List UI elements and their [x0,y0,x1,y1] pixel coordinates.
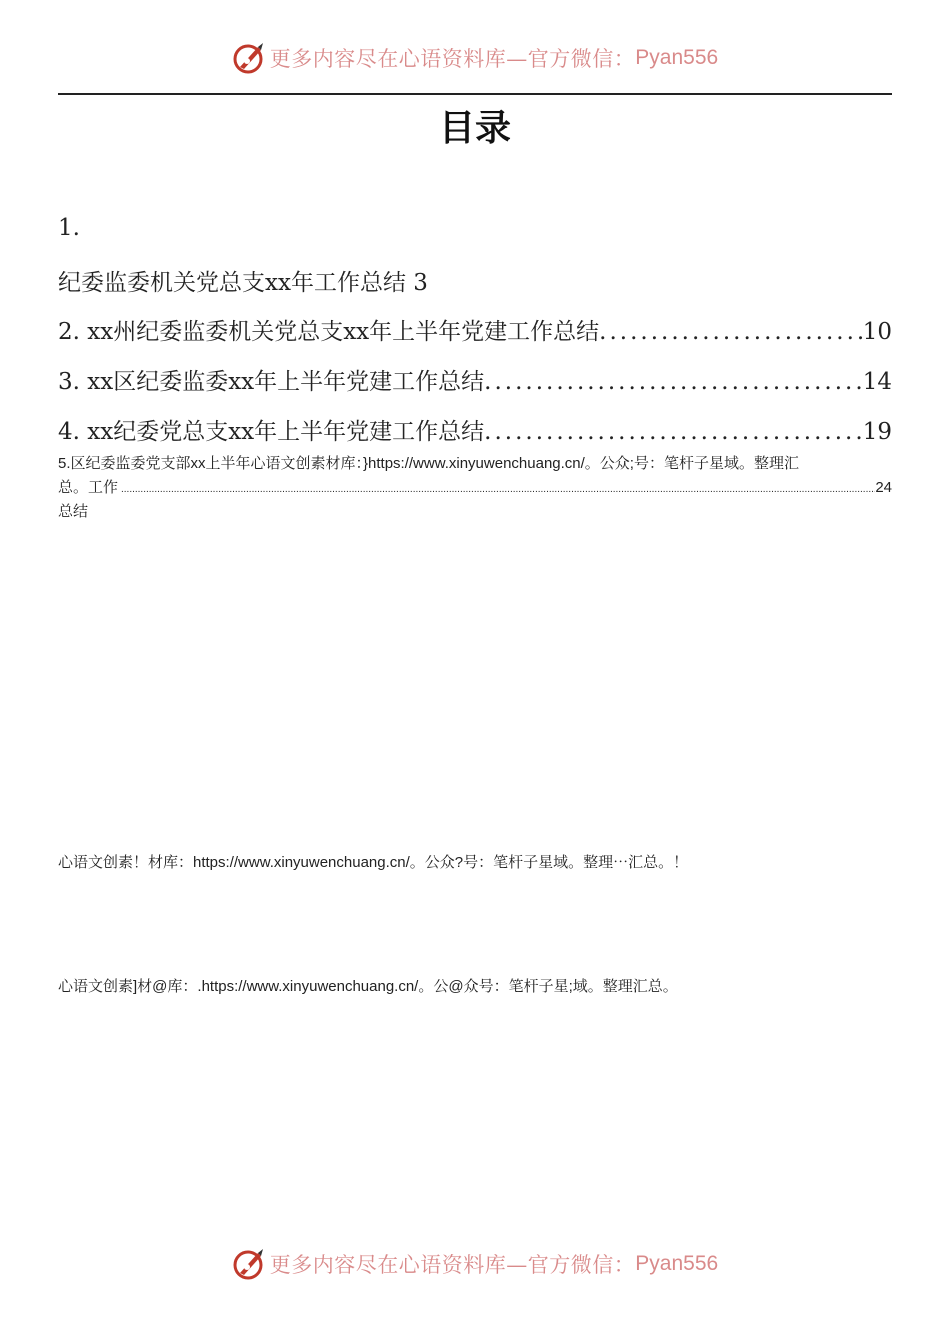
footer-banner-text: 更多内容尽在心语资料库—官方微信： [269,1253,636,1277]
toc-item-4-text: 4. xx纪委党总支xx年上半年党建工作总结 [58,419,485,445]
footer-contact: Pyan556 [635,1252,719,1275]
toc-item-2-page: 10 [862,319,892,345]
watermark-note-1: 心语文创素！材库：https://www.xinyuwenchuang.cn/。公众?号：笔杆子星域。整理⋯汇总。！ [58,854,689,871]
toc-item-5-line2: 总。工作总结 [58,479,119,520]
toc-item-5[interactable] [58,452,892,524]
toc-item-5-page: 24 [875,479,892,496]
header-banner-text: 更多内容尽在心语资料库—官方微信： [269,47,636,71]
toc-item-5-line1: 5.区纪委监委党支部xx上半年心语文创素材库：}https://www.xinyuwenchuang.cn/。公众;号：笔杆子星域。整理汇 [58,455,799,472]
toc-item-4-page: 19 [862,419,892,445]
toc-item-2-text: 2. xx州纪委监委机关党总支xx年上半年党建工作总结 [58,319,600,345]
header-contact: Pyan556 [635,46,719,69]
watermark-note-2: 心语文创素]材@库：.https://www.xinyuwenchuang.cn/。公@众号：笔杆子星;域。整理汇总。 [58,978,678,995]
toc-item-1[interactable]: 纪委监委机关党总支xx年工作总结 3 [58,270,428,296]
toc-item-4[interactable] [58,413,892,446]
toc-item-3[interactable] [58,363,892,396]
toc-item-3-text: 3. xx区纪委监委xx年上半年党建工作总结 [58,369,485,395]
toc-leader-dots [121,478,875,502]
toc-leader-dots [484,369,863,395]
toc-leader-dots [599,319,863,345]
page-title: 目录 [438,108,511,149]
toc-item-1-number[interactable]: 1. [58,215,80,241]
quill-logo-icon [232,1247,266,1281]
header-banner [0,38,950,78]
toc-leader-dots [484,419,863,445]
toc-item-2[interactable] [58,313,892,346]
quill-logo-icon [232,41,266,75]
toc-item-3-page: 14 [862,369,892,395]
footer-banner [0,1244,950,1284]
header-rule [58,93,892,95]
